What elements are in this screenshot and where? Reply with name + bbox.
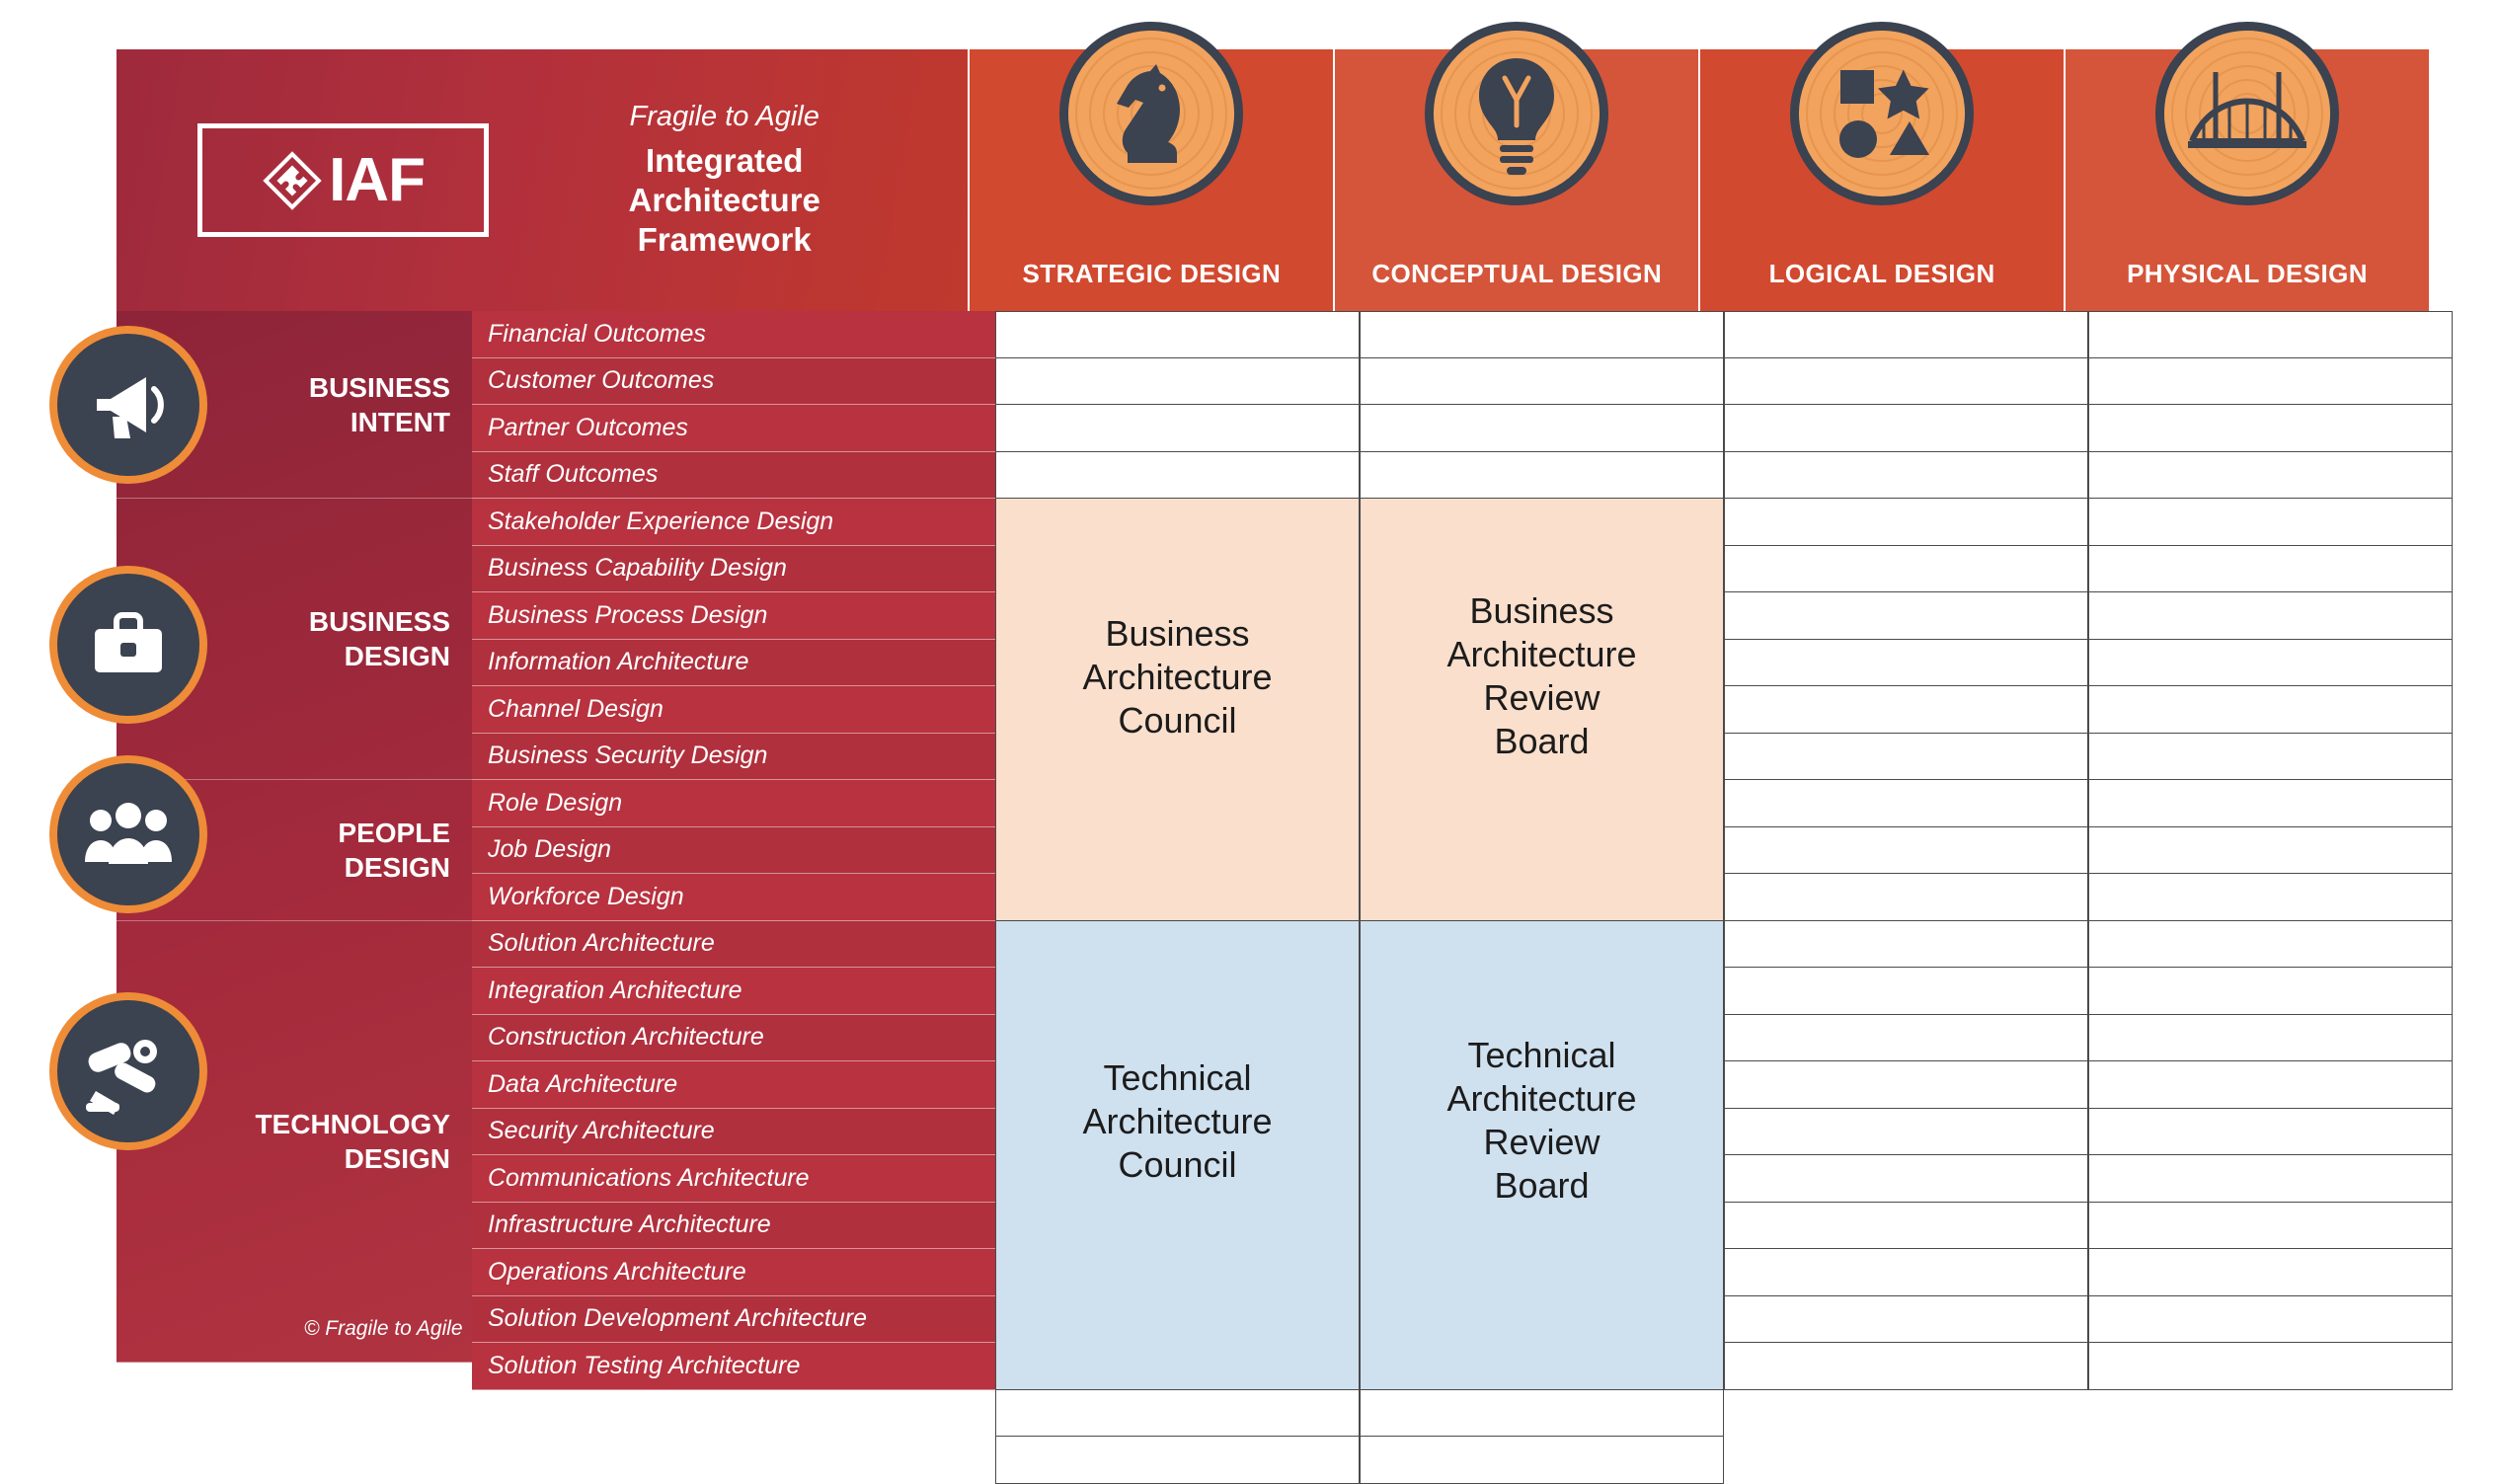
cell[interactable] (1360, 311, 1724, 358)
row-label[interactable]: Infrastructure Architecture (472, 1203, 995, 1250)
cell[interactable] (995, 311, 1360, 358)
row-label[interactable]: Role Design (472, 780, 995, 827)
cell[interactable] (2088, 734, 2453, 781)
cell[interactable] (1724, 686, 2088, 734)
cell[interactable] (2088, 1155, 2453, 1203)
cell[interactable] (995, 452, 1360, 500)
iaf-matrix (117, 49, 2429, 1379)
row-label[interactable]: Business Security Design (472, 734, 995, 781)
cell[interactable] (1724, 968, 2088, 1015)
bridge-icon (2155, 22, 2339, 205)
cell[interactable] (2088, 546, 2453, 593)
merged-cell-technical-architecture-council[interactable] (995, 921, 1360, 1390)
merged-cell-business-architecture-council[interactable] (995, 499, 1360, 921)
cell[interactable] (1724, 405, 2088, 452)
category-technology-design[interactable] (117, 921, 472, 1364)
cell[interactable] (1724, 452, 2088, 500)
cell[interactable] (1724, 921, 2088, 969)
cell[interactable] (1724, 734, 2088, 781)
cell[interactable] (2088, 686, 2453, 734)
cell[interactable] (2088, 640, 2453, 687)
cell[interactable] (1724, 1343, 2088, 1390)
row-label[interactable]: Operations Architecture (472, 1249, 995, 1296)
copyright-note: © Fragile to Agile (304, 1317, 463, 1340)
matrix-body (117, 311, 2429, 1379)
merged-label-technical-architecture-review-board: Technical Architecture Review Board (1446, 1035, 1637, 1206)
cell[interactable] (2088, 452, 2453, 500)
category-label: TECHNOLOGY DESIGN (255, 1108, 450, 1174)
merged-label-technical-architecture-council: Technical Architecture Council (1082, 1057, 1273, 1185)
cell[interactable] (2088, 874, 2453, 921)
cell[interactable] (2088, 1249, 2453, 1296)
cell[interactable] (1360, 452, 1724, 500)
header-title-line3: Framework (637, 221, 812, 259)
matrix-header (117, 49, 2429, 311)
cells-logical-design (1724, 311, 2088, 1363)
cell[interactable] (995, 358, 1360, 406)
cell-grid (995, 311, 2429, 1363)
cell[interactable] (1360, 1390, 1724, 1438)
row-label[interactable]: Channel Design (472, 686, 995, 734)
iaf-logo (197, 123, 489, 237)
header-titles (489, 101, 968, 261)
category-label: BUSINESS INTENT (308, 371, 450, 437)
chess-knight-icon (1059, 22, 1243, 205)
cell[interactable] (1724, 1109, 2088, 1156)
cells-conceptual-design (1360, 311, 1724, 1363)
merged-cell-technical-architecture-review-board[interactable] (1360, 921, 1724, 1390)
category-label: BUSINESS DESIGN (308, 606, 450, 671)
cell[interactable] (2088, 1109, 2453, 1156)
cell[interactable] (1724, 546, 2088, 593)
cell[interactable] (2088, 592, 2453, 640)
row-label[interactable]: Staff Outcomes (472, 452, 995, 500)
cell[interactable] (1724, 592, 2088, 640)
row-label[interactable]: Business Capability Design (472, 546, 995, 593)
cell[interactable] (2088, 1296, 2453, 1344)
lightbulb-icon (1425, 22, 1608, 205)
cell[interactable] (2088, 827, 2453, 875)
robot-arm-icon (49, 992, 207, 1150)
cell[interactable] (2088, 1203, 2453, 1250)
cell[interactable] (1724, 827, 2088, 875)
cell[interactable] (2088, 968, 2453, 1015)
cell[interactable] (2088, 405, 2453, 452)
row-label[interactable]: Stakeholder Experience Design (472, 499, 995, 546)
row-label-column (472, 311, 995, 1390)
cell[interactable] (1724, 780, 2088, 827)
cell[interactable] (1724, 1155, 2088, 1203)
cell[interactable] (995, 1390, 1360, 1438)
cell[interactable] (2088, 499, 2453, 546)
header-brand-block (117, 49, 968, 311)
row-label[interactable]: Information Architecture (472, 640, 995, 687)
row-label[interactable]: Solution Architecture (472, 921, 995, 969)
cells-physical-design (2088, 311, 2453, 1363)
merged-cell-business-architecture-review-board[interactable] (1360, 499, 1724, 921)
people-icon (49, 755, 207, 913)
row-label[interactable]: Solution Testing Architecture (472, 1343, 995, 1390)
cell[interactable] (2088, 1343, 2453, 1390)
column-header-label: LOGICAL DESIGN (1768, 259, 1995, 288)
cell[interactable] (1724, 1249, 2088, 1296)
cells-strategic-design (995, 311, 1360, 1363)
row-label[interactable]: Solution Development Architecture (472, 1296, 995, 1344)
row-label[interactable]: Construction Architecture (472, 1015, 995, 1062)
column-header-conceptual-design[interactable] (1333, 49, 1698, 311)
header-title (499, 141, 950, 261)
megaphone-icon (49, 326, 207, 484)
merged-label-business-architecture-council: Business Architecture Council (1082, 613, 1273, 741)
cell[interactable] (1724, 1015, 2088, 1062)
row-label[interactable]: Security Architecture (472, 1109, 995, 1156)
cell[interactable] (1360, 358, 1724, 406)
row-label[interactable]: Data Architecture (472, 1061, 995, 1109)
row-label[interactable]: Customer Outcomes (472, 358, 995, 406)
column-header-label: STRATEGIC DESIGN (1022, 259, 1282, 288)
cell[interactable] (1724, 358, 2088, 406)
cell[interactable] (2088, 1061, 2453, 1109)
row-label[interactable]: Workforce Design (472, 874, 995, 921)
row-label[interactable]: Partner Outcomes (472, 405, 995, 452)
category-label: PEOPLE DESIGN (338, 817, 450, 883)
cell[interactable] (2088, 780, 2453, 827)
row-label[interactable]: Integration Architecture (472, 968, 995, 1015)
cell[interactable] (1724, 1296, 2088, 1344)
row-label[interactable]: Communications Architecture (472, 1155, 995, 1203)
cell[interactable] (2088, 311, 2453, 358)
briefcase-icon (49, 566, 207, 724)
cell[interactable] (1360, 1437, 1724, 1484)
column-header-label: PHYSICAL DESIGN (2127, 259, 2368, 288)
cell[interactable] (1724, 1203, 2088, 1250)
row-label[interactable]: Business Process Design (472, 592, 995, 640)
cell[interactable] (2088, 1015, 2453, 1062)
cell[interactable] (1724, 640, 2088, 687)
shapes-icon (1790, 22, 1974, 205)
puzzle-diamond-icon (262, 150, 323, 211)
cell[interactable] (2088, 358, 2453, 406)
merged-label-business-architecture-review-board: Business Architecture Review Board (1446, 590, 1637, 761)
iaf-logo-text: IAF (329, 145, 425, 214)
header-subtitle: Fragile to Agile (629, 100, 820, 132)
column-header-strategic-design[interactable] (968, 49, 1333, 311)
cell[interactable] (1724, 311, 2088, 358)
cell[interactable] (995, 1437, 1360, 1484)
header-title-line1: Integrated (645, 141, 804, 179)
row-label[interactable]: Job Design (472, 827, 995, 875)
cell[interactable] (1724, 874, 2088, 921)
row-label[interactable]: Financial Outcomes (472, 311, 995, 358)
cell[interactable] (995, 405, 1360, 452)
cell[interactable] (2088, 921, 2453, 969)
column-header-label: CONCEPTUAL DESIGN (1371, 259, 1663, 288)
header-title-line2: Architecture (628, 181, 820, 218)
column-header-physical-design[interactable] (2064, 49, 2429, 311)
cell[interactable] (1724, 499, 2088, 546)
cell[interactable] (1360, 405, 1724, 452)
cell[interactable] (1724, 1061, 2088, 1109)
column-header-logical-design[interactable] (1698, 49, 2064, 311)
